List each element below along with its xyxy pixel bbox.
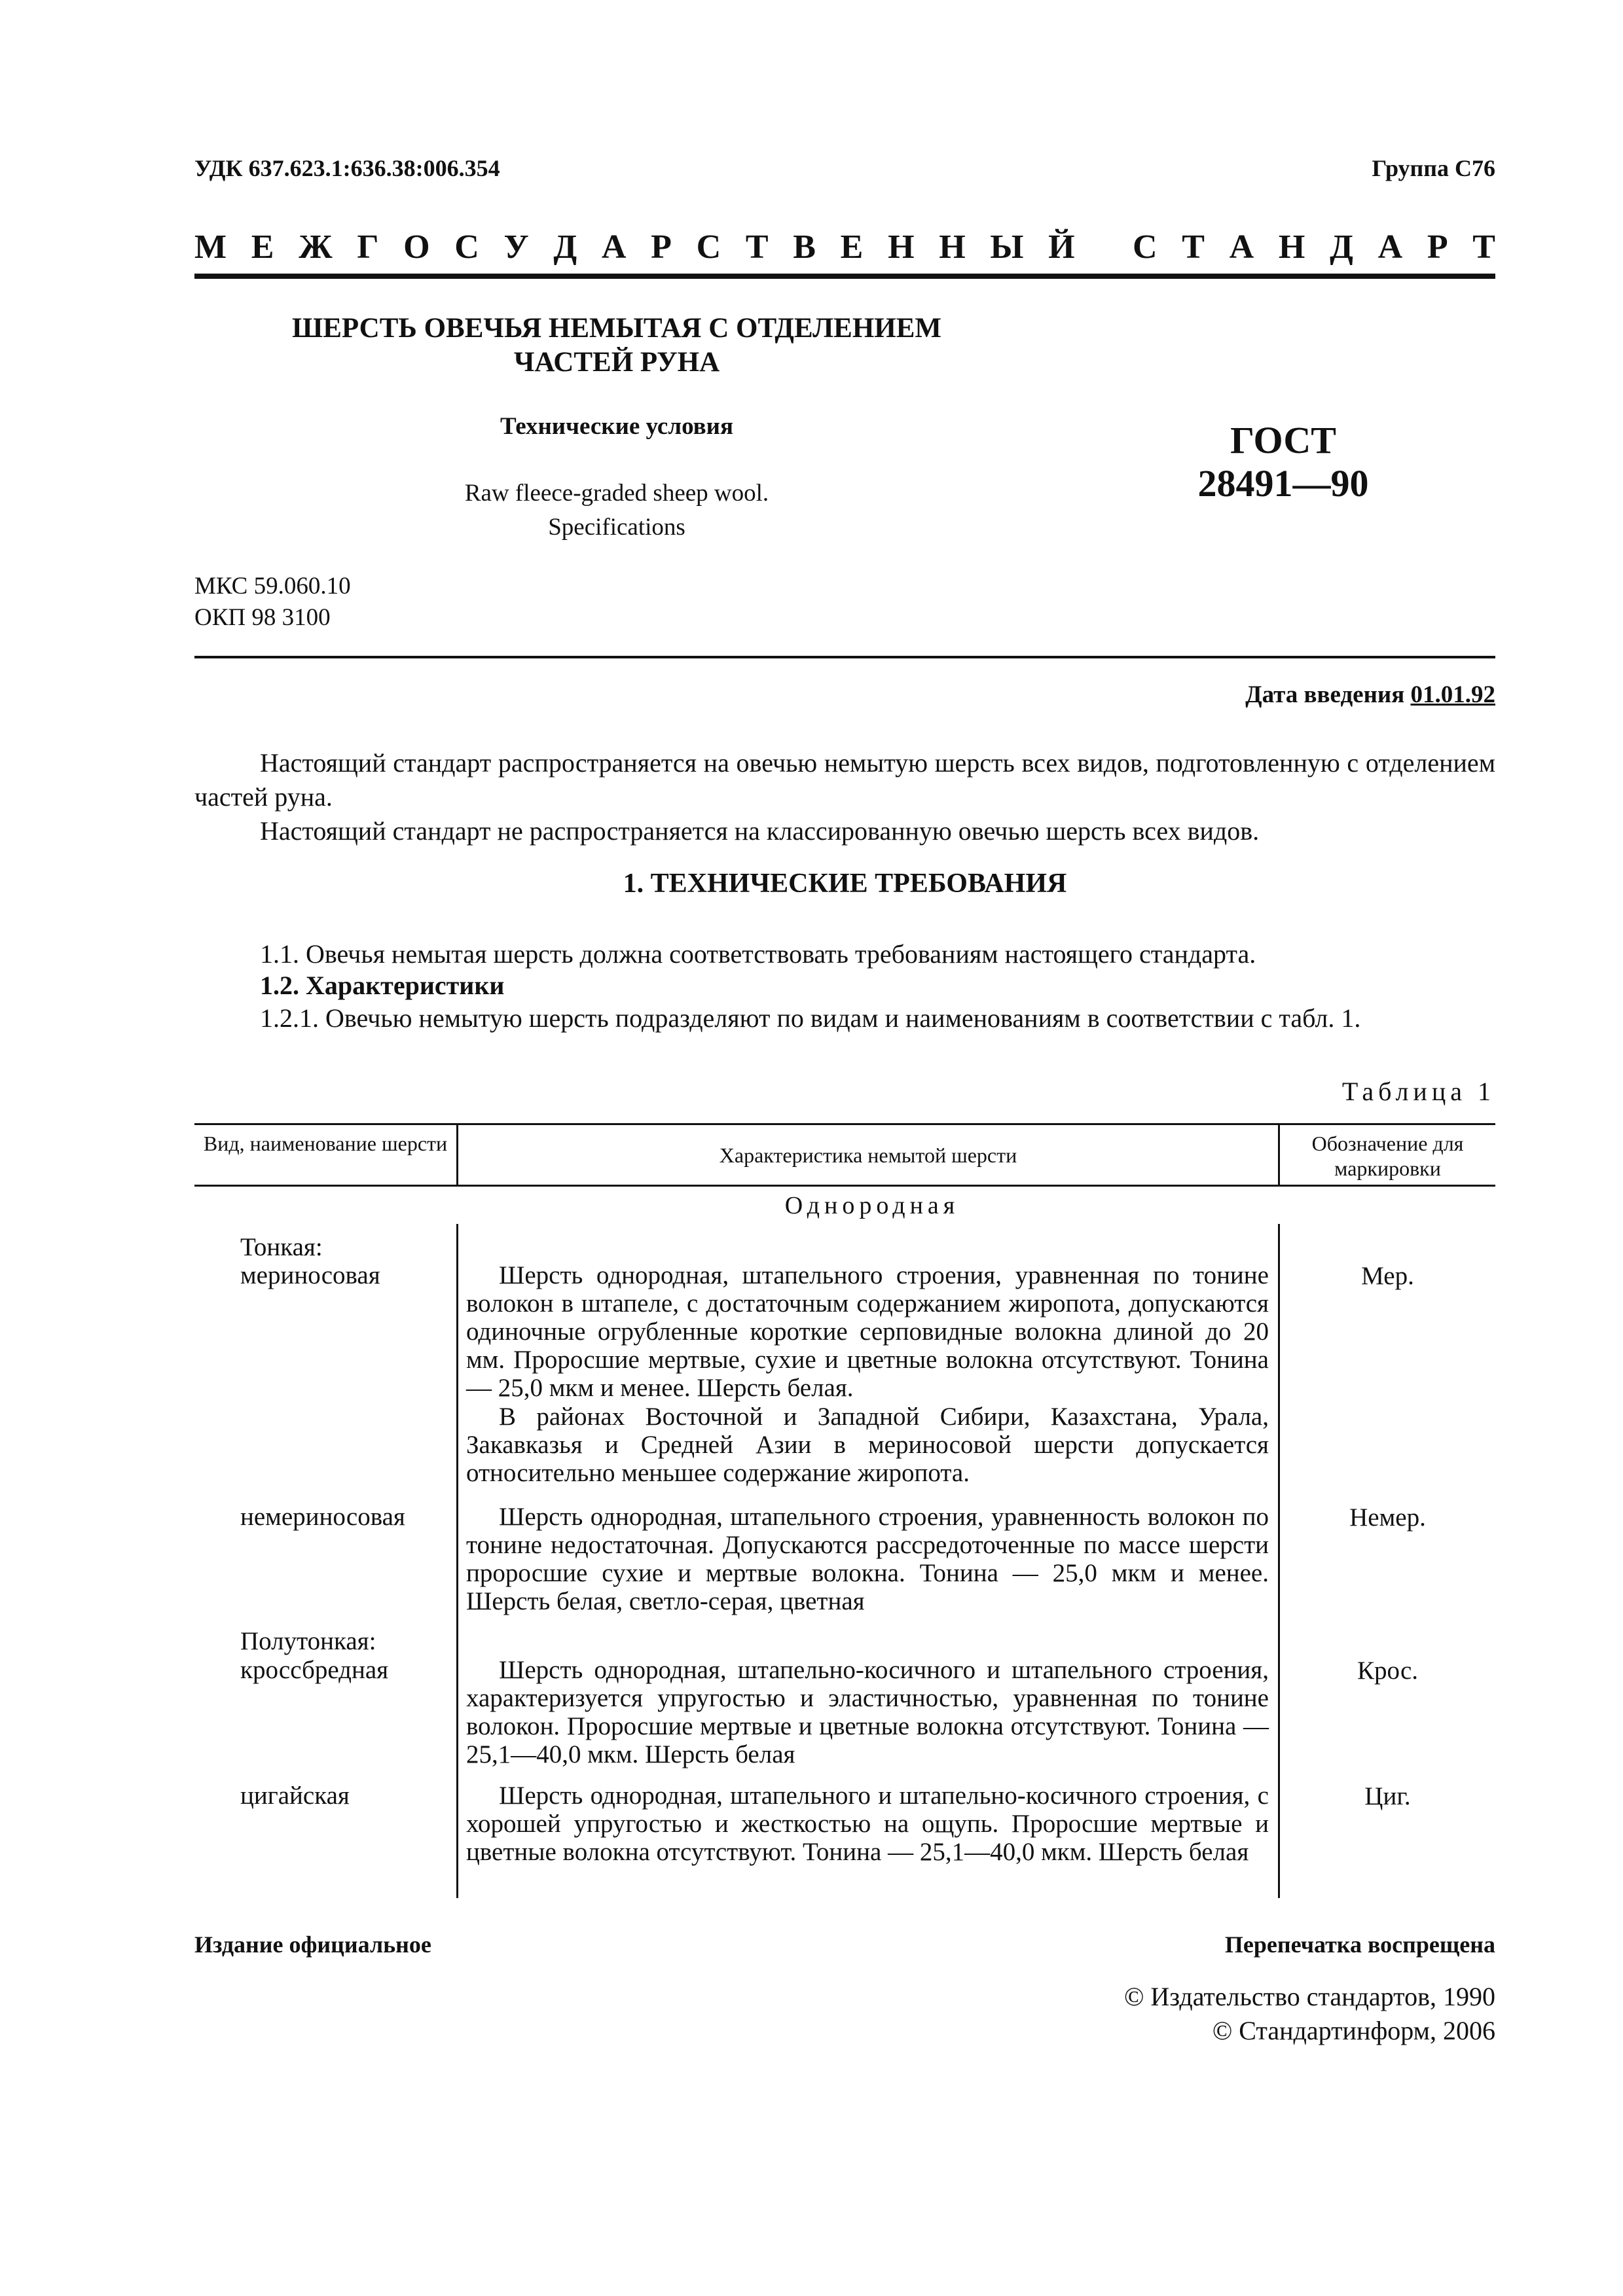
row-1-name: мериносовая	[240, 1261, 380, 1289]
header-kind: Вид, наименование шерсти	[203, 1132, 448, 1155]
row-3-description: Шерсть однородная, штапельно-косичного и штапельного строения, характеризуется упругостью и эластичностью, уравненная по тонине волокон. Проросшие мертвые и цветные волокна отсутствуют. Тонина — 25,1—40,0 мкм. Шерсть белая	[466, 1656, 1269, 1768]
clause-1-2: 1.2. Характеристики	[260, 971, 505, 1000]
classification-codes	[194, 571, 351, 634]
english-title-line-2: Specifications	[548, 514, 685, 541]
udk-code: УДК 637.623.1:636.38:006.354	[194, 155, 500, 181]
banner-letter: Р	[1427, 228, 1448, 266]
standard-banner	[194, 228, 1495, 266]
banner-letter: Е	[251, 228, 274, 266]
row-2-name: немериносовая	[240, 1503, 405, 1531]
english-title	[194, 476, 1039, 545]
row-4-mark: Циг.	[1364, 1782, 1411, 1810]
table-top-rule	[194, 1123, 1495, 1125]
banner-letter: А	[1229, 228, 1254, 266]
official-edition: Издание официальное	[194, 1931, 431, 1958]
table-category: Однородная	[784, 1192, 960, 1219]
gost-number	[1192, 419, 1375, 505]
banner-letter: Т	[1472, 228, 1495, 266]
intro-paragraph-1: Настоящий стандарт распространяется на овечью немытую шерсть всех видов, подготовленную с отделением частей руна.	[194, 748, 1495, 812]
table-header-rule	[194, 1185, 1495, 1187]
row-1-description-note: В районах Восточной и Западной Сибири, Казахстана, Урала, Закавказья и Средней Азии в мериносовой шерсти допускается относительно меньшее содержание жиропота.	[466, 1403, 1269, 1487]
banner-letter: Т	[745, 228, 769, 266]
gost-code: 28491—90	[1197, 462, 1369, 505]
table-body-divider-1	[456, 1224, 458, 1898]
reprint-prohibited: Перепечатка воспрещена	[1224, 1931, 1495, 1958]
banner-letter: С	[1133, 228, 1158, 266]
row-3-group: Полутонкая:	[240, 1627, 376, 1655]
date-label: Дата введения	[1245, 681, 1411, 708]
english-title-line-1: Raw fleece-graded sheep wool.	[464, 480, 769, 507]
title-line-1: ШЕРСТЬ ОВЕЧЬЯ НЕМЫТАЯ С ОТДЕЛЕНИЕМ	[291, 313, 942, 344]
row-1-group: Тонкая:	[240, 1233, 323, 1261]
mks-code: МКС 59.060.10	[194, 573, 351, 600]
banner-letter: Г	[357, 228, 379, 266]
row-1-description: Шерсть однородная, штапельного строения, уравненная по тонине волокон в штапеле, с достаточным содержанием жиропота, допускаются одиночные огрубленные короткие серповидные волокна длиной до 20 мм. Проросшие мертвые, сухие и цветные волокна отсутствуют. Тонина — 25,0 мкм и менее. Шерсть белая.	[466, 1261, 1269, 1402]
row-3-mark: Крос.	[1357, 1657, 1419, 1685]
copyright-block	[1124, 1980, 1495, 2048]
banner-letter: В	[793, 228, 816, 266]
document-title	[194, 312, 1039, 380]
banner-letter: Е	[840, 228, 864, 266]
banner-letter: А	[601, 228, 627, 266]
intro-paragraph-2: Настоящий стандарт не распространяется на классированную овечью шерсть всех видов.	[260, 816, 1260, 846]
row-3-name: кроссбредная	[240, 1656, 389, 1684]
banner-letter: Н	[1278, 228, 1305, 266]
document-subtitle: Технические условия	[500, 413, 733, 440]
introduction-date	[1245, 681, 1495, 709]
row-4-name: цигайская	[240, 1782, 350, 1810]
title-line-2: ЧАСТЕЙ РУНА	[513, 347, 720, 378]
header-marking: Обозначение для маркировки	[1311, 1132, 1464, 1180]
section-heading: 1. ТЕХНИЧЕСКИЕ ТРЕБОВАНИЯ	[623, 869, 1067, 899]
banner-letter	[1099, 228, 1108, 266]
group-code: Группа С76	[1372, 155, 1495, 181]
banner-letter: Ы	[990, 228, 1024, 266]
codes-rule	[194, 656, 1495, 658]
banner-letter: Р	[651, 228, 672, 266]
banner-letter: С	[454, 228, 479, 266]
banner-letter: Н	[888, 228, 915, 266]
row-2-mark: Немер.	[1349, 1503, 1426, 1532]
banner-letter: М	[194, 228, 227, 266]
banner-letter: С	[696, 228, 721, 266]
banner-letter: Й	[1048, 228, 1075, 266]
gost-label: ГОСТ	[1230, 419, 1336, 461]
banner-letter: А	[1377, 228, 1403, 266]
clause-1-1: 1.1. Овечья немытая шерсть должна соответствовать требованиям настоящего стандарта.	[260, 939, 1256, 969]
banner-letter: Т	[1182, 228, 1205, 266]
date-value: 01.01.92	[1410, 681, 1495, 708]
row-2-description: Шерсть однородная, штапельного строения, уравненность волокон по тонине недостаточная. Допускаются рассредоточенные по массе шерсти проросшие сухие и мертвые волокна. Тонина — 25,0 мкм и менее. Шерсть белая, светло-серая, цветная	[466, 1503, 1269, 1615]
clause-1-2-1: 1.2.1. Овечью немытую шерсть подразделяют по видам и наименованиям в соответствии с табл. 1.	[260, 1003, 1361, 1033]
okp-code: ОКП 98 3100	[194, 604, 331, 631]
banner-letter: Ж	[299, 228, 333, 266]
table-caption: Таблица 1	[1341, 1077, 1495, 1106]
row-1-mark: Мер.	[1361, 1262, 1414, 1290]
header-characteristic: Характеристика немытой шерсти	[719, 1143, 1017, 1167]
copyright-2006: © Стандартинформ, 2006	[1212, 2016, 1495, 2045]
banner-letter: Н	[939, 228, 966, 266]
copyright-1990: © Издательство стандартов, 1990	[1123, 1982, 1495, 2011]
header-rule	[194, 274, 1495, 279]
banner-letter: У	[503, 228, 529, 266]
banner-letter: Д	[553, 228, 577, 266]
banner-letter: О	[403, 228, 430, 266]
row-4-description: Шерсть однородная, штапельного и штапельно-косичного строения, с хорошей упругостью и жесткостью на ощупь. Проросшие мертвые и цветные волокна отсутствуют. Тонина — 25,1—40,0 мкм. Шерсть белая	[466, 1782, 1269, 1866]
banner-letter: Д	[1330, 228, 1353, 266]
